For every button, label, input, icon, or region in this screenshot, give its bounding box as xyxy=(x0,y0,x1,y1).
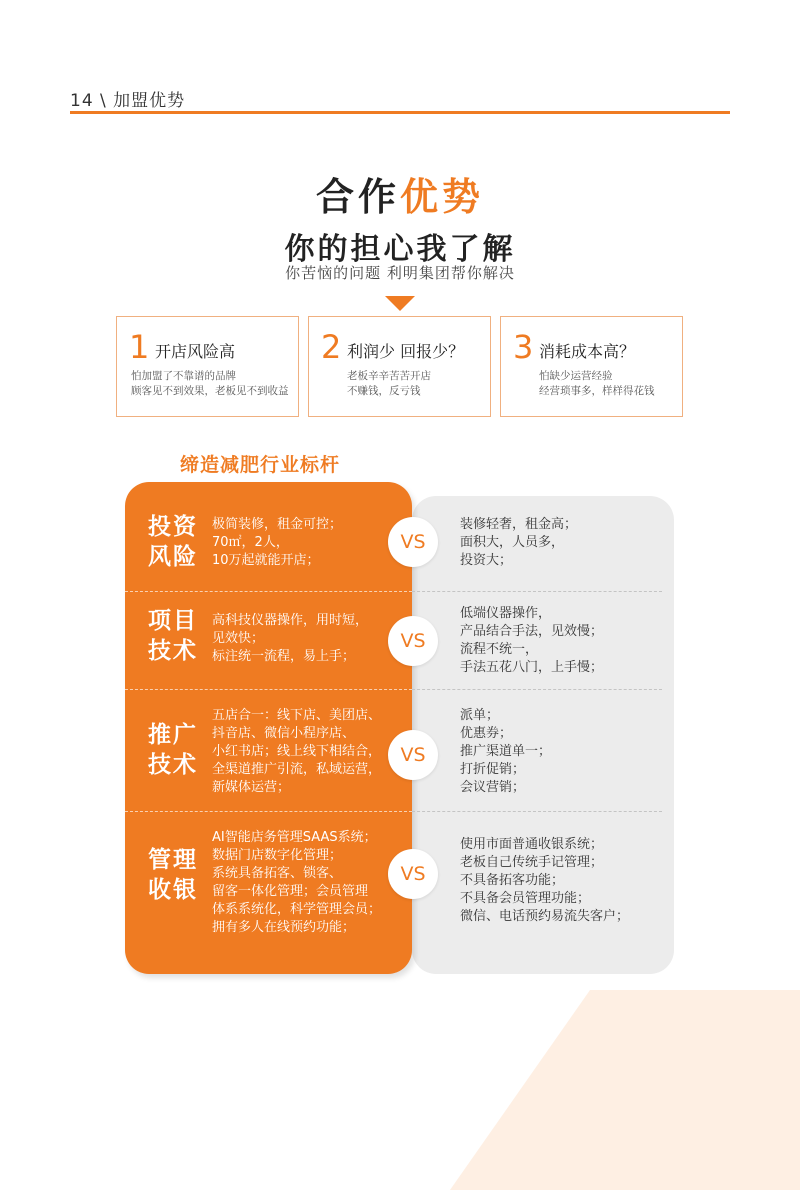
concern-desc-line: 老板辛辛苦苦开店 xyxy=(347,370,431,382)
row-label-line: 推广 xyxy=(148,722,198,748)
point-line: 面积大，人员多， xyxy=(460,535,565,550)
competitor-points-management xyxy=(460,836,670,926)
row-label-line: 管理 xyxy=(148,847,198,873)
point-line: 新媒体运营； xyxy=(212,780,291,795)
point-line: 老板自己传统手记管理； xyxy=(460,855,604,870)
point-line: 标注统一流程，易上手； xyxy=(212,649,356,664)
row-label-line: 收银 xyxy=(148,877,198,903)
page-subtitle: 你的担心我了解 xyxy=(284,232,516,267)
page-title-highlight: 优势 xyxy=(400,175,485,219)
brand-points-promotion xyxy=(212,707,408,797)
row-label-line: 投资 xyxy=(148,514,198,540)
vs-badge: VS xyxy=(388,616,438,666)
competitor-points-investment xyxy=(460,516,670,570)
concern-desc xyxy=(539,369,655,399)
point-line: 不具备会员管理功能； xyxy=(460,891,591,906)
competitor-points-promotion xyxy=(460,707,670,797)
page-header: 14 \ 加盟优势 xyxy=(70,91,186,111)
row-divider xyxy=(412,591,662,592)
concern-desc xyxy=(347,369,431,399)
vs-badge: VS xyxy=(388,517,438,567)
point-line: 10万起就能开店； xyxy=(212,553,320,568)
concern-desc xyxy=(131,369,289,399)
corner-decoration xyxy=(450,990,800,1190)
concern-box-2 xyxy=(308,316,491,417)
concern-desc-line: 不赚钱，反亏钱 xyxy=(347,385,421,397)
point-line: 70㎡，2人， xyxy=(212,535,289,550)
vs-badge: VS xyxy=(388,730,438,780)
competitor-points-technology xyxy=(460,605,670,677)
concern-desc-line: 怕缺少运营经验 xyxy=(539,370,613,382)
point-line: 拥有多人在线预约功能； xyxy=(212,920,356,935)
row-label-investment xyxy=(148,512,208,572)
point-line: 推广渠道单一； xyxy=(460,744,552,759)
concern-desc-line: 经营琐事多，样样得花钱 xyxy=(539,385,655,397)
row-divider xyxy=(412,689,662,690)
header-divider xyxy=(70,111,730,114)
brand-points-management xyxy=(212,829,408,937)
concern-number: 1 xyxy=(129,328,150,366)
row-divider xyxy=(125,591,412,592)
point-line: 使用市面普通收银系统； xyxy=(460,837,604,852)
concern-desc-line: 顾客见不到效果，老板见不到收益 xyxy=(131,385,289,397)
point-line: 打折促销； xyxy=(460,762,526,777)
point-line: 优惠券； xyxy=(460,726,513,741)
row-label-line: 技术 xyxy=(148,752,198,778)
row-label-technology xyxy=(148,606,208,666)
row-label-line: 技术 xyxy=(148,638,198,664)
page-title-part1: 合作 xyxy=(315,175,400,219)
point-line: 产品结合手法，见效慢； xyxy=(460,624,604,639)
concern-number: 2 xyxy=(321,328,342,366)
concern-number: 3 xyxy=(513,328,534,366)
point-line: 系统具备拓客、锁客、 xyxy=(212,866,343,881)
point-line: 低端仪器操作， xyxy=(460,606,552,621)
point-line: 小红书店；线上线下相结合， xyxy=(212,744,382,759)
down-triangle-icon xyxy=(385,296,415,311)
row-label-line: 风险 xyxy=(148,544,198,570)
point-line: 见效快； xyxy=(212,631,265,646)
point-line: 五店合一：线下店、美团店、 xyxy=(212,708,382,723)
brand-points-technology xyxy=(212,612,408,666)
point-line: 极简装修，租金可控； xyxy=(212,517,343,532)
concern-box-1 xyxy=(116,316,299,417)
point-line: 微信、电话预约易流失客户； xyxy=(460,909,630,924)
point-line: 体系系统化，科学管理会员； xyxy=(212,902,382,917)
point-line: 投资大； xyxy=(460,553,513,568)
row-label-promotion xyxy=(148,720,208,780)
brand-points-investment xyxy=(212,516,408,570)
point-line: 流程不统一， xyxy=(460,642,539,657)
page-title xyxy=(0,166,800,221)
point-line: 派单； xyxy=(460,708,500,723)
point-line: 手法五花八门，上手慢； xyxy=(460,660,604,675)
point-line: 留客一体化管理；会员管理 xyxy=(212,884,369,899)
page-tagline: 你苦恼的问题 利明集团帮你解决 xyxy=(285,264,515,282)
vs-badge: VS xyxy=(388,849,438,899)
point-line: 装修轻奢，租金高； xyxy=(460,517,578,532)
row-label-management xyxy=(148,845,208,905)
point-line: 数据门店数字化管理； xyxy=(212,848,343,863)
row-divider xyxy=(412,811,662,812)
point-line: 会议营销； xyxy=(460,780,526,795)
row-divider xyxy=(125,811,412,812)
concern-desc-line: 怕加盟了不靠谱的品牌 xyxy=(131,370,236,382)
concern-title: 利润少 回报少？ xyxy=(347,342,465,361)
benchmark-heading: 缔造减肥行业标杆 xyxy=(180,454,341,476)
row-label-line: 项目 xyxy=(148,608,198,634)
concern-box-3 xyxy=(500,316,683,417)
concern-title: 开店风险高 xyxy=(155,342,236,361)
row-divider xyxy=(125,689,412,690)
point-line: 全渠道推广引流，私域运营， xyxy=(212,762,382,777)
concern-title: 消耗成本高？ xyxy=(539,342,636,361)
point-line: 高科技仪器操作，用时短， xyxy=(212,613,369,628)
point-line: AI智能店务管理SAAS系统； xyxy=(212,830,377,845)
point-line: 抖音店、微信小程序店、 xyxy=(212,726,356,741)
point-line: 不具备拓客功能； xyxy=(460,873,565,888)
